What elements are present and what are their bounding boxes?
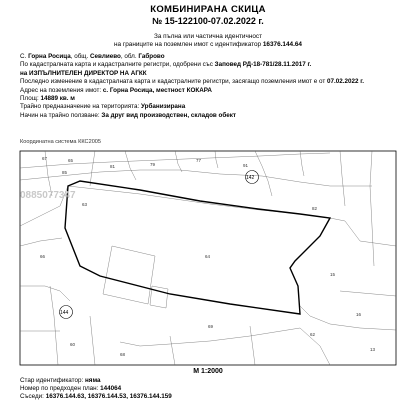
parcel-label: 67 [42,156,48,161]
cadastral-line-1 [20,61,406,69]
coordinate-system-label: Координатна система ККС2005 [20,139,102,145]
previous-plan-label: Номер по предходен план: [20,385,99,392]
usage-line [20,112,406,120]
parcel-label: 144 [60,310,69,316]
parcel-label: 81 [110,164,116,169]
region-name: Габрово [138,53,165,60]
area-value: 14889 кв. м [40,95,75,103]
parcel-label: 79 [150,162,156,167]
village-name: Горна Росица [28,53,71,60]
parcel-label: 63 [82,202,88,207]
parcel-label: 77 [196,158,202,163]
old-id-value: няма [84,377,101,384]
parcel-labels [40,156,376,357]
parcel-label: 13 [370,347,376,352]
footer-details [20,377,172,401]
adjacent-label: Съседи: [20,393,44,400]
usage-label: Начин на трайно ползване: [20,111,100,119]
old-id-label: Стар идентификатор: [20,377,84,384]
address-label: Адрес на поземления имот: [20,86,102,94]
parcel-label: 91 [243,163,249,168]
parcel-label: 64 [205,254,211,259]
address-value: с. Горна Росица, местност КОКАРА [102,86,212,94]
property-details [20,53,406,120]
address-line [20,87,406,95]
region-prefix: , обл. [120,53,137,60]
usage-value: За друг вид производствен, складов обект [101,111,237,119]
parcel-label: 82 [312,206,318,211]
parcel-label: 16 [356,312,362,317]
previous-plan-line [20,385,172,393]
cadastral-map [0,146,416,368]
purpose-label: Трайно предназначение на територията: [20,103,140,111]
purpose-line [20,103,406,111]
location-prefix: С. [20,53,27,60]
cadastral-order: Заповед РД-18-781/28.11.2017 г. [214,61,312,69]
map-scale: М 1:2000 [193,368,223,375]
cadastral-prefix: По кадастралната карта и кадастралните регистри, одобрени със [20,61,213,69]
phone-watermark: 0885077347 [20,190,76,201]
parcel-label: 62 [310,332,316,337]
cadastral-line-3 [20,78,406,86]
last-change-date: 07.02.2022 г. [327,78,365,86]
area-label: Площ: [20,95,39,103]
document-number: № 15-122100-07.02.2022 г. [152,16,264,26]
cadastral-line-2: на ИЗПЪЛНИТЕЛЕН ДИРЕКТОР НА АГКК [20,69,147,77]
parcel-label: 66 [40,254,46,259]
old-id-line [20,377,172,385]
parcel-label: 15 [330,272,336,277]
subject-parcel-boundary [65,181,330,314]
document-title: КОМБИНИРАНА СКИЦА [150,4,266,15]
property-identifier: 16376.144.64 [262,41,302,48]
subtitle [0,33,416,49]
parcel-label: 60 [70,342,76,347]
subtitle-prefix: на границите на поземлен имот с идентификатор [114,41,262,48]
parcel-label: 65 [68,158,74,163]
previous-plan-value: 144064 [100,385,122,392]
municipality-name: Севлиево [90,53,121,60]
municipality-prefix: , общ. [70,53,89,60]
purpose-value: Урбанизирана [140,103,186,111]
parcel-label: 142 [246,175,255,181]
subtitle-line-2 [0,41,416,49]
subtitle-line-1: За пълна или частична идентичност [153,33,263,40]
adjacent-value: 16376.144.63, 16376.144.53, 16376.144.159 [45,393,172,400]
last-change-prefix: Последно изменение в кадастралната карта и кадастралните регистри, засягащо поземления имот е от [20,78,326,86]
parcel-label: 85 [62,170,68,175]
parcel-label: 68 [120,352,126,357]
parcel-label: 69 [208,324,214,329]
